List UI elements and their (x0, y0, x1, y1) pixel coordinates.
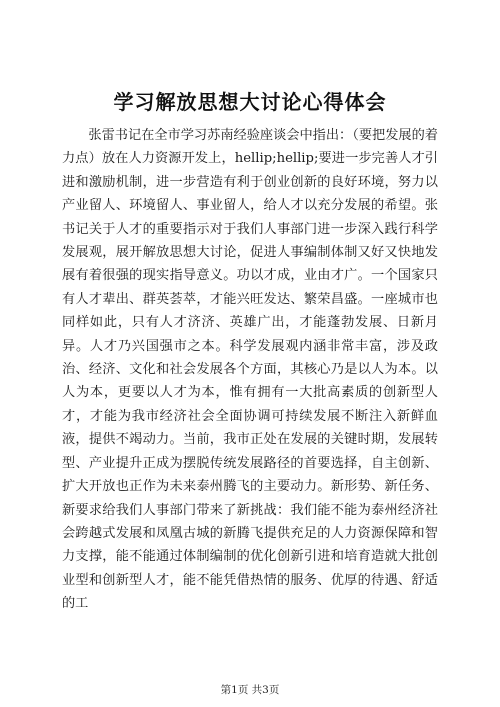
page-number-footer: 第1页 共3页 (220, 684, 280, 696)
document-title: 学习解放思想大讨论心得体会 (113, 90, 387, 114)
document-body-paragraph: 张雷书记在全市学习苏南经验座谈会中指出：（要把发展的着力点）放在人力资源开发上，hellip;hellip;要进一步完善人才引进和激励机制，进一步营造有利于创业创新的良好环境，努力以产业留人、环境留人、事业留人，给人才以充分发展的希望。张书记关于人才的重要指示对于我们人事部门进一步深入践行科学发展观，展开解放思想大讨论，促进人事编制体制又好又快地发展有着很强的现实指导意义。功以才成，业由才广。一个国家只有人才辈出、群英荟萃，才能兴旺发达、繁荣昌盛。一座城市也同样如此，只有人才济济、英雄广出，才能蓬勃发展、日新月异。人才乃兴国强市之本。科学发展观内涵非常丰富，涉及政治、经济、文化和社会发展各个方面，其核心乃是以人为本。以人为本，更要以人才为本，惟有拥有一大批高素质的创新型人才，才能为我市经济社会全面协调可持续发展不断注入新鲜血液，提供不竭动力。当前，我市正处在发展的关键时期，发展转型、产业提升正成为摆脱传统发展路径的首要选择，自主创新、扩大开放也正作为未来泰州腾飞的主要动力。新形势、新任务、新要求给我们人事部门带来了新挑战：我们能不能为泰州经济社会跨越式发展和凤凰古城的新腾飞提供充足的人力资源保障和智力支撑，能不能通过体制编制的优化创新引进和培育造就大批创业型和创新型人才，能不能凭借热情的服务、优厚的待遇、舒适的工 (62, 128, 438, 612)
